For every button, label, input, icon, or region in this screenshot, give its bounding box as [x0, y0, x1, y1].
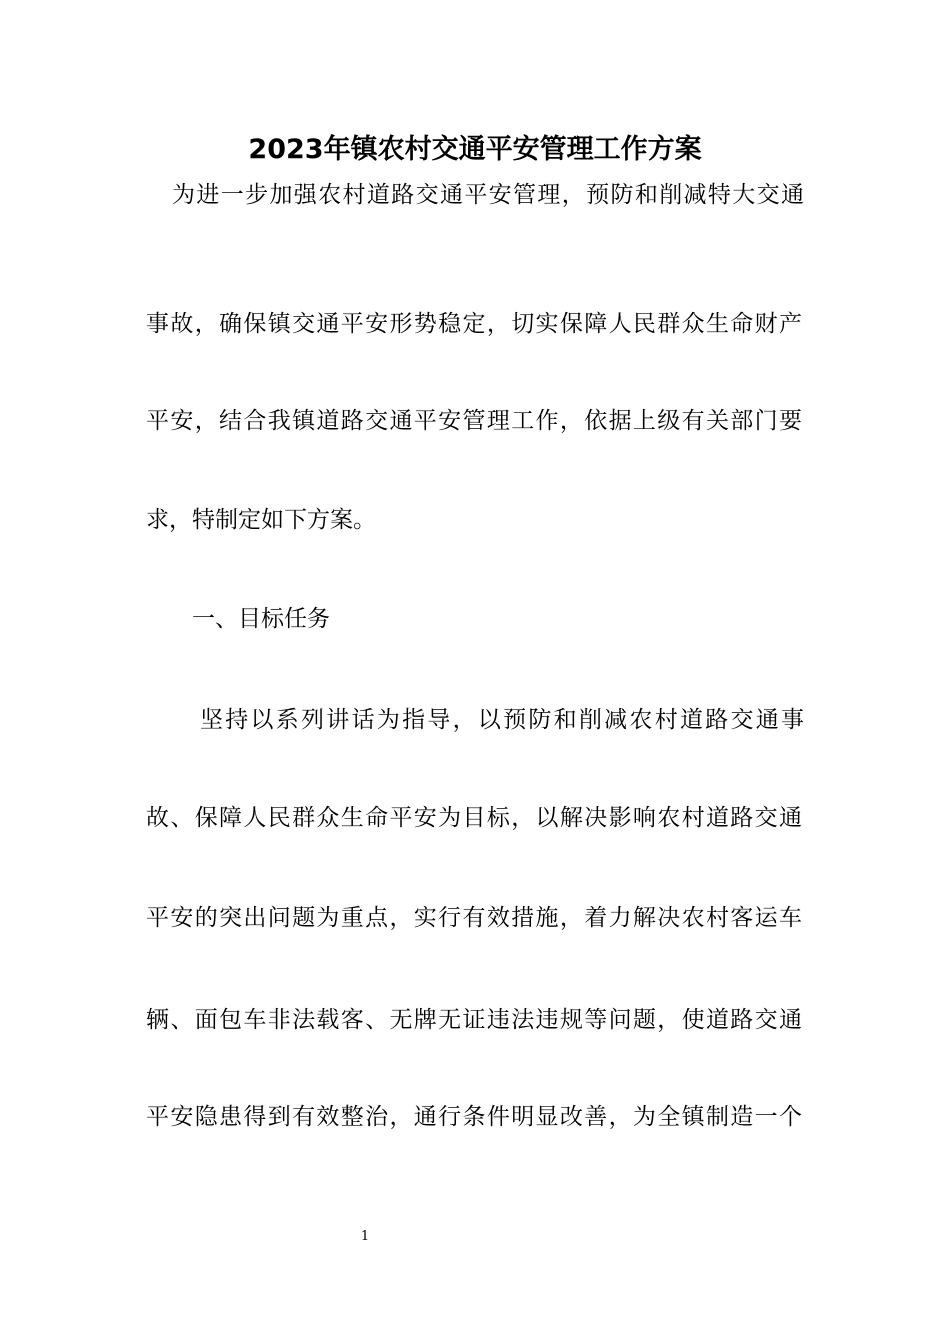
paragraph-1-line-4: 求，特制定如下方案。	[146, 507, 376, 533]
paragraph-2-line-2: 故、保障人民群众生命平安为目标，以解决影响农村道路交通	[146, 805, 802, 831]
paragraph-2-line-1: 坚持以系列讲话为指导，以预防和削减农村道路交通事	[200, 707, 804, 733]
page-number: 1	[360, 1229, 370, 1244]
section-heading-1: 一、目标任务	[192, 606, 330, 632]
paragraph-1-line-3: 平安，结合我镇道路交通平安管理工作，依据上级有关部门要	[146, 408, 802, 434]
paragraph-2-line-4: 辆、面包车非法载客、无牌无证违法违规等问题，使道路交通	[146, 1007, 802, 1033]
paragraph-2-line-3: 平安的突出问题为重点，实行有效措施，着力解决农村客运车	[146, 905, 802, 931]
paragraph-2-line-5: 平安隐患得到有效整治，通行条件明显改善，为全镇制造一个	[146, 1104, 802, 1130]
paragraph-1-line-1: 为进一步加强农村道路交通平安管理，预防和削减特大交通	[172, 182, 804, 208]
paragraph-1-line-2: 事故，确保镇交通平安形势稳定，切实保障人民群众生命财产	[146, 311, 802, 337]
document-title: 2023年镇农村交通平安管理工作方案	[248, 134, 702, 165]
